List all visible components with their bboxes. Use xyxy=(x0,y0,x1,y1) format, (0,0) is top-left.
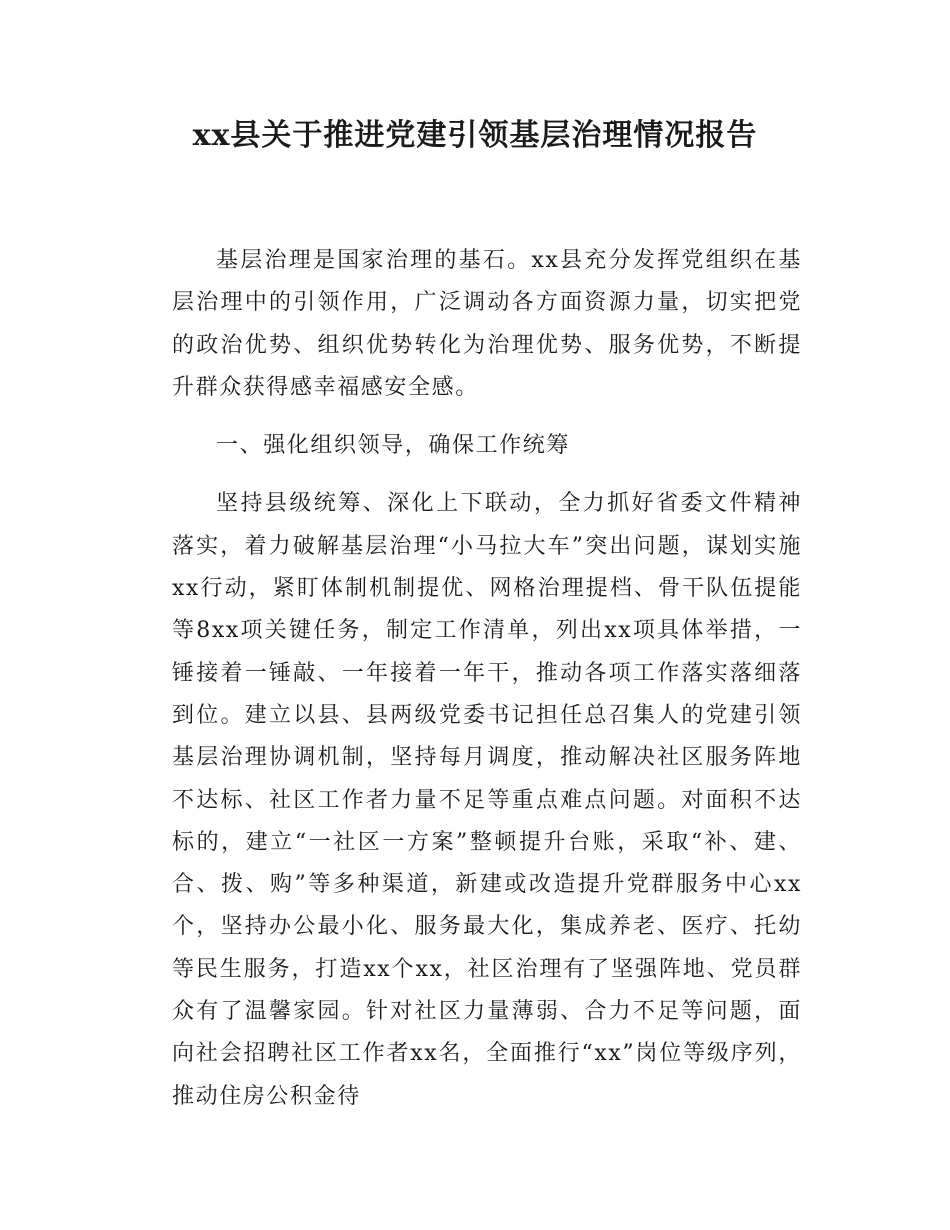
intro-paragraph: 基层治理是国家治理的基石。xx县充分发挥党组织在基层治理中的引领作用，广泛调动各方面资源力量，切实把党的政治优势、组织优势转化为治理优势、服务优势，不断提升群众获得感幸福感安全感。 xyxy=(172,248,802,400)
document-body xyxy=(172,240,802,1118)
section-heading: 一、强化组织领导，确保工作统筹 xyxy=(216,433,571,459)
section-paragraph: 坚持县级统筹、深化上下联动，全力抓好省委文件精神落实，着力破解基层治理“小马拉大车”突出问题，谋划实施xx行动，紧盯体制机制提优、网格治理提档、骨干队伍提能等8xx项关键任务，制定工作清单，列出xx项具体举措，一锤接着一锤敲、一年接着一年干，推动各项工作落实落细落到位。建立以县、县两级党委书记担任总召集人的党建引领基层治理协调机制，坚持每月调度，推动解决社区服务阵地不达标、社区工作者力量不足等重点难点问题。对面积不达标的，建立“一社区一方案”整顿提升台账，采取“补、建、合、拨、购”等多种渠道，新建或改造提升党群服务中心xx个，坚持办公最小化、服务最大化，集成养老、医疗、托幼等民生服务，打造xx个xx，社区治理有了坚强阵地、党员群众有了温馨家园。针对社区力量薄弱、合力不足等问题，面向社会招聘社区工作者xx名，全面推行“xx”岗位等级序列，推动住房公积金待 xyxy=(172,491,802,1109)
document-title: xx县关于推进党建引领基层治理情况报告 xyxy=(192,118,758,153)
